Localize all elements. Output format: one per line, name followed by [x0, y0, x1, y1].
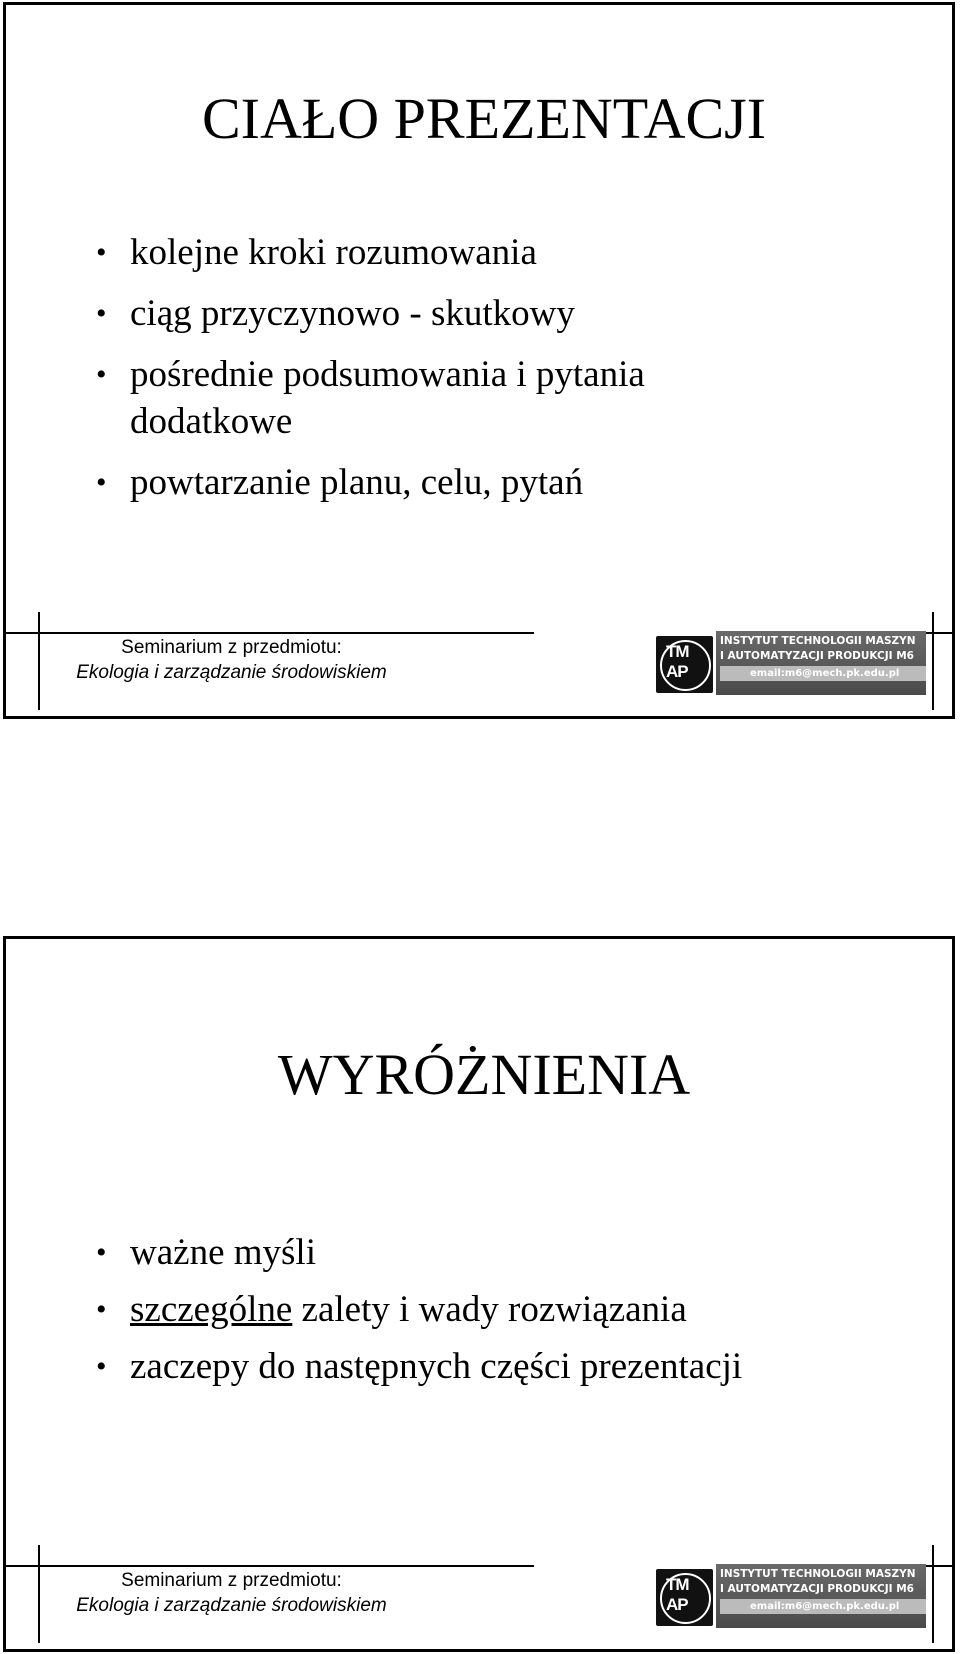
bullet-icon: • — [96, 1293, 107, 1326]
bullet-item: • pośrednie podsumowania i pytania dodatkowe — [96, 351, 645, 445]
bullet-icon: • — [96, 236, 107, 269]
bullet-list — [96, 1229, 742, 1400]
institute-logo: TM AP — [656, 636, 713, 693]
bullet-icon: • — [96, 297, 107, 330]
bullet-icon: • — [96, 1236, 107, 1269]
footer-course-label: Seminarium z przedmiotu: — [121, 1570, 342, 1591]
slide-2 — [3, 936, 955, 1652]
slide-title: CIAŁO PREZENTACJI — [201, 86, 767, 151]
slide-footer — [6, 1539, 952, 1649]
footer-course-name: Ekologia i zarządzanie środowiskiem — [76, 1595, 387, 1616]
bullet-icon: • — [96, 358, 107, 391]
slide-footer — [6, 606, 952, 716]
institute-banner: INSTYTUT TECHNOLOGII MASZYN I AUTOMATYZACJI PRODUKCJI M6 email:m6@mech.pk.edu.pl — [716, 631, 926, 695]
bullet-item: • szczególne zalety i wady rozwiązania — [96, 1286, 742, 1333]
bullet-item: • powtarzanie planu, celu, pytań — [96, 459, 645, 506]
bullet-icon: • — [96, 1350, 107, 1383]
bullet-icon: • — [96, 466, 107, 499]
bullet-item: • kolejne kroki rozumowania — [96, 229, 645, 276]
bullet-list — [96, 229, 645, 520]
institute-email: email:m6@mech.pk.edu.pl — [720, 666, 926, 681]
slide-title: WYRÓŻNIENIA — [277, 1042, 691, 1107]
institute-banner: INSTYTUT TECHNOLOGII MASZYN I AUTOMATYZACJI PRODUKCJI M6 email:m6@mech.pk.edu.pl — [716, 1564, 926, 1628]
crop-mark-right — [932, 1545, 934, 1643]
crop-mark-right — [932, 612, 934, 710]
institute-logo: TM AP — [656, 1569, 713, 1626]
footer-course-name: Ekologia i zarządzanie środowiskiem — [76, 662, 387, 683]
footer-course-label: Seminarium z przedmiotu: — [121, 637, 342, 658]
slide-1 — [3, 2, 955, 719]
bullet-item: • zaczepy do następnych części prezentacji — [96, 1343, 742, 1390]
bullet-item: • ciąg przyczynowo - skutkowy — [96, 290, 645, 337]
institute-email: email:m6@mech.pk.edu.pl — [720, 1599, 926, 1614]
bullet-item: • ważne myśli — [96, 1229, 742, 1276]
